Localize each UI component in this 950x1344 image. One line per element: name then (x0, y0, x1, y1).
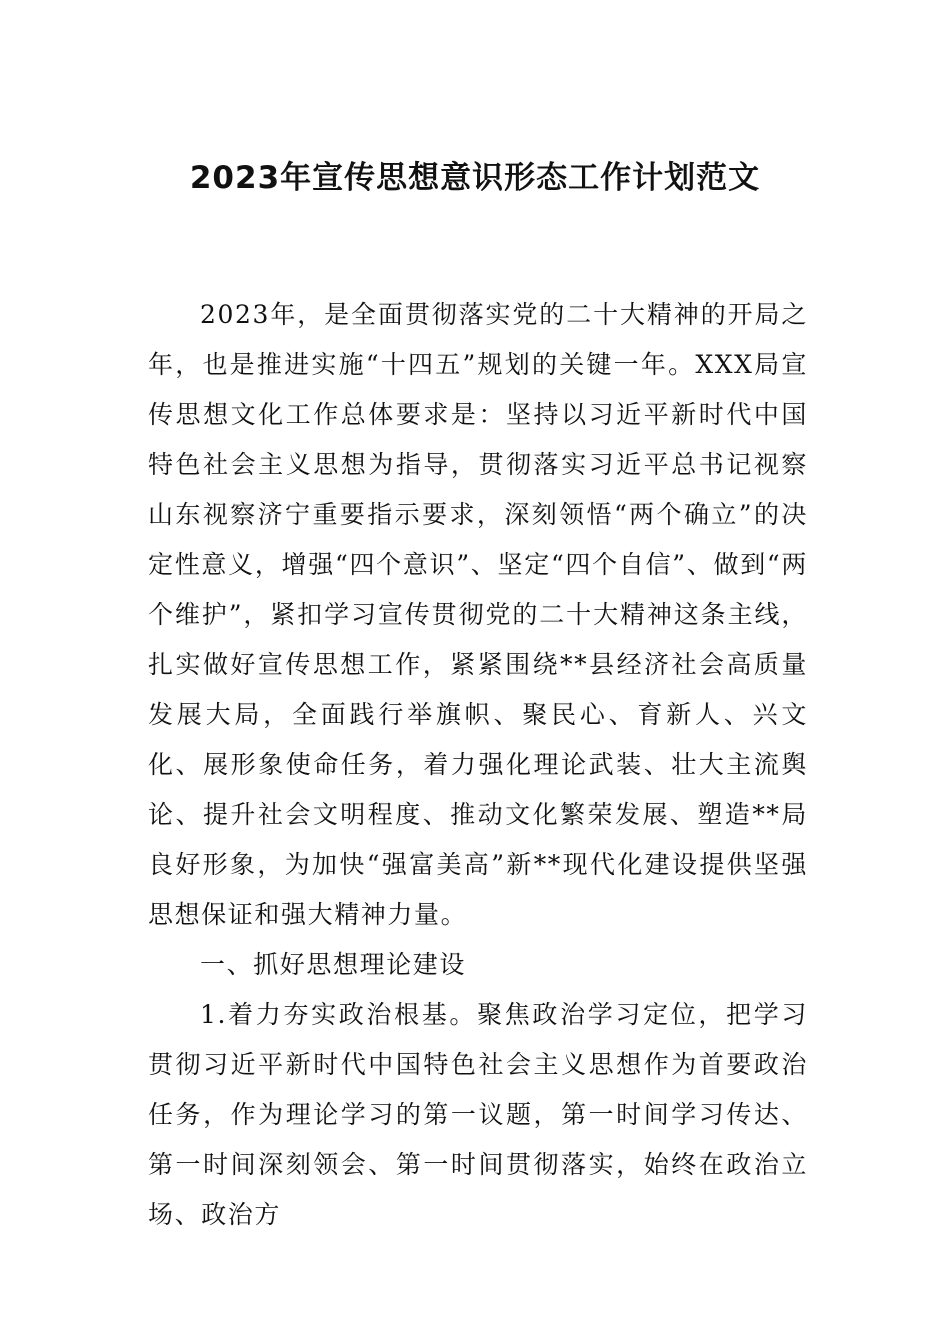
section-heading: 一、抓好思想理论建设 (200, 950, 467, 979)
item-paragraph: 1.着力夯实政治根基。聚焦政治学习定位，把学习贯彻习近平新时代中国特色社会主义思想作为首要政治任务，作为理论学习的第一议题，第一时间学习传达、第一时间深刻领会、第一时间贯彻落实，始终在政治立场、政治方 (148, 1000, 808, 1229)
document-title: 2023年宣传思想意识形态工作计划范文 (189, 160, 761, 196)
document-body (148, 290, 808, 1240)
intro-paragraph: 2023年，是全面贯彻落实党的二十大精神的开局之年，也是推进实施“十四五”规划的关键一年。XXX局宣传思想文化工作总体要求是：坚持以习近平新时代中国特色社会主义思想为指导，贯彻落实习近平总书记视察山东视察济宁重要指示要求，深刻领悟“两个确立”的决定性意义，增强“四个意识”、坚定“四个自信”、做到“两个维护”，紧扣学习宣传贯彻党的二十大精神这条主线，扎实做好宣传思想工作，紧紧围绕**县经济社会高质量发展大局，全面践行举旗帜、聚民心、育新人、兴文化、展形象使命任务，着力强化理论武装、壮大主流舆论、提升社会文明程度、推动文化繁荣发展、塑造**局良好形象，为加快“强富美高”新**现代化建设提供坚强思想保证和强大精神力量。 (148, 300, 808, 929)
